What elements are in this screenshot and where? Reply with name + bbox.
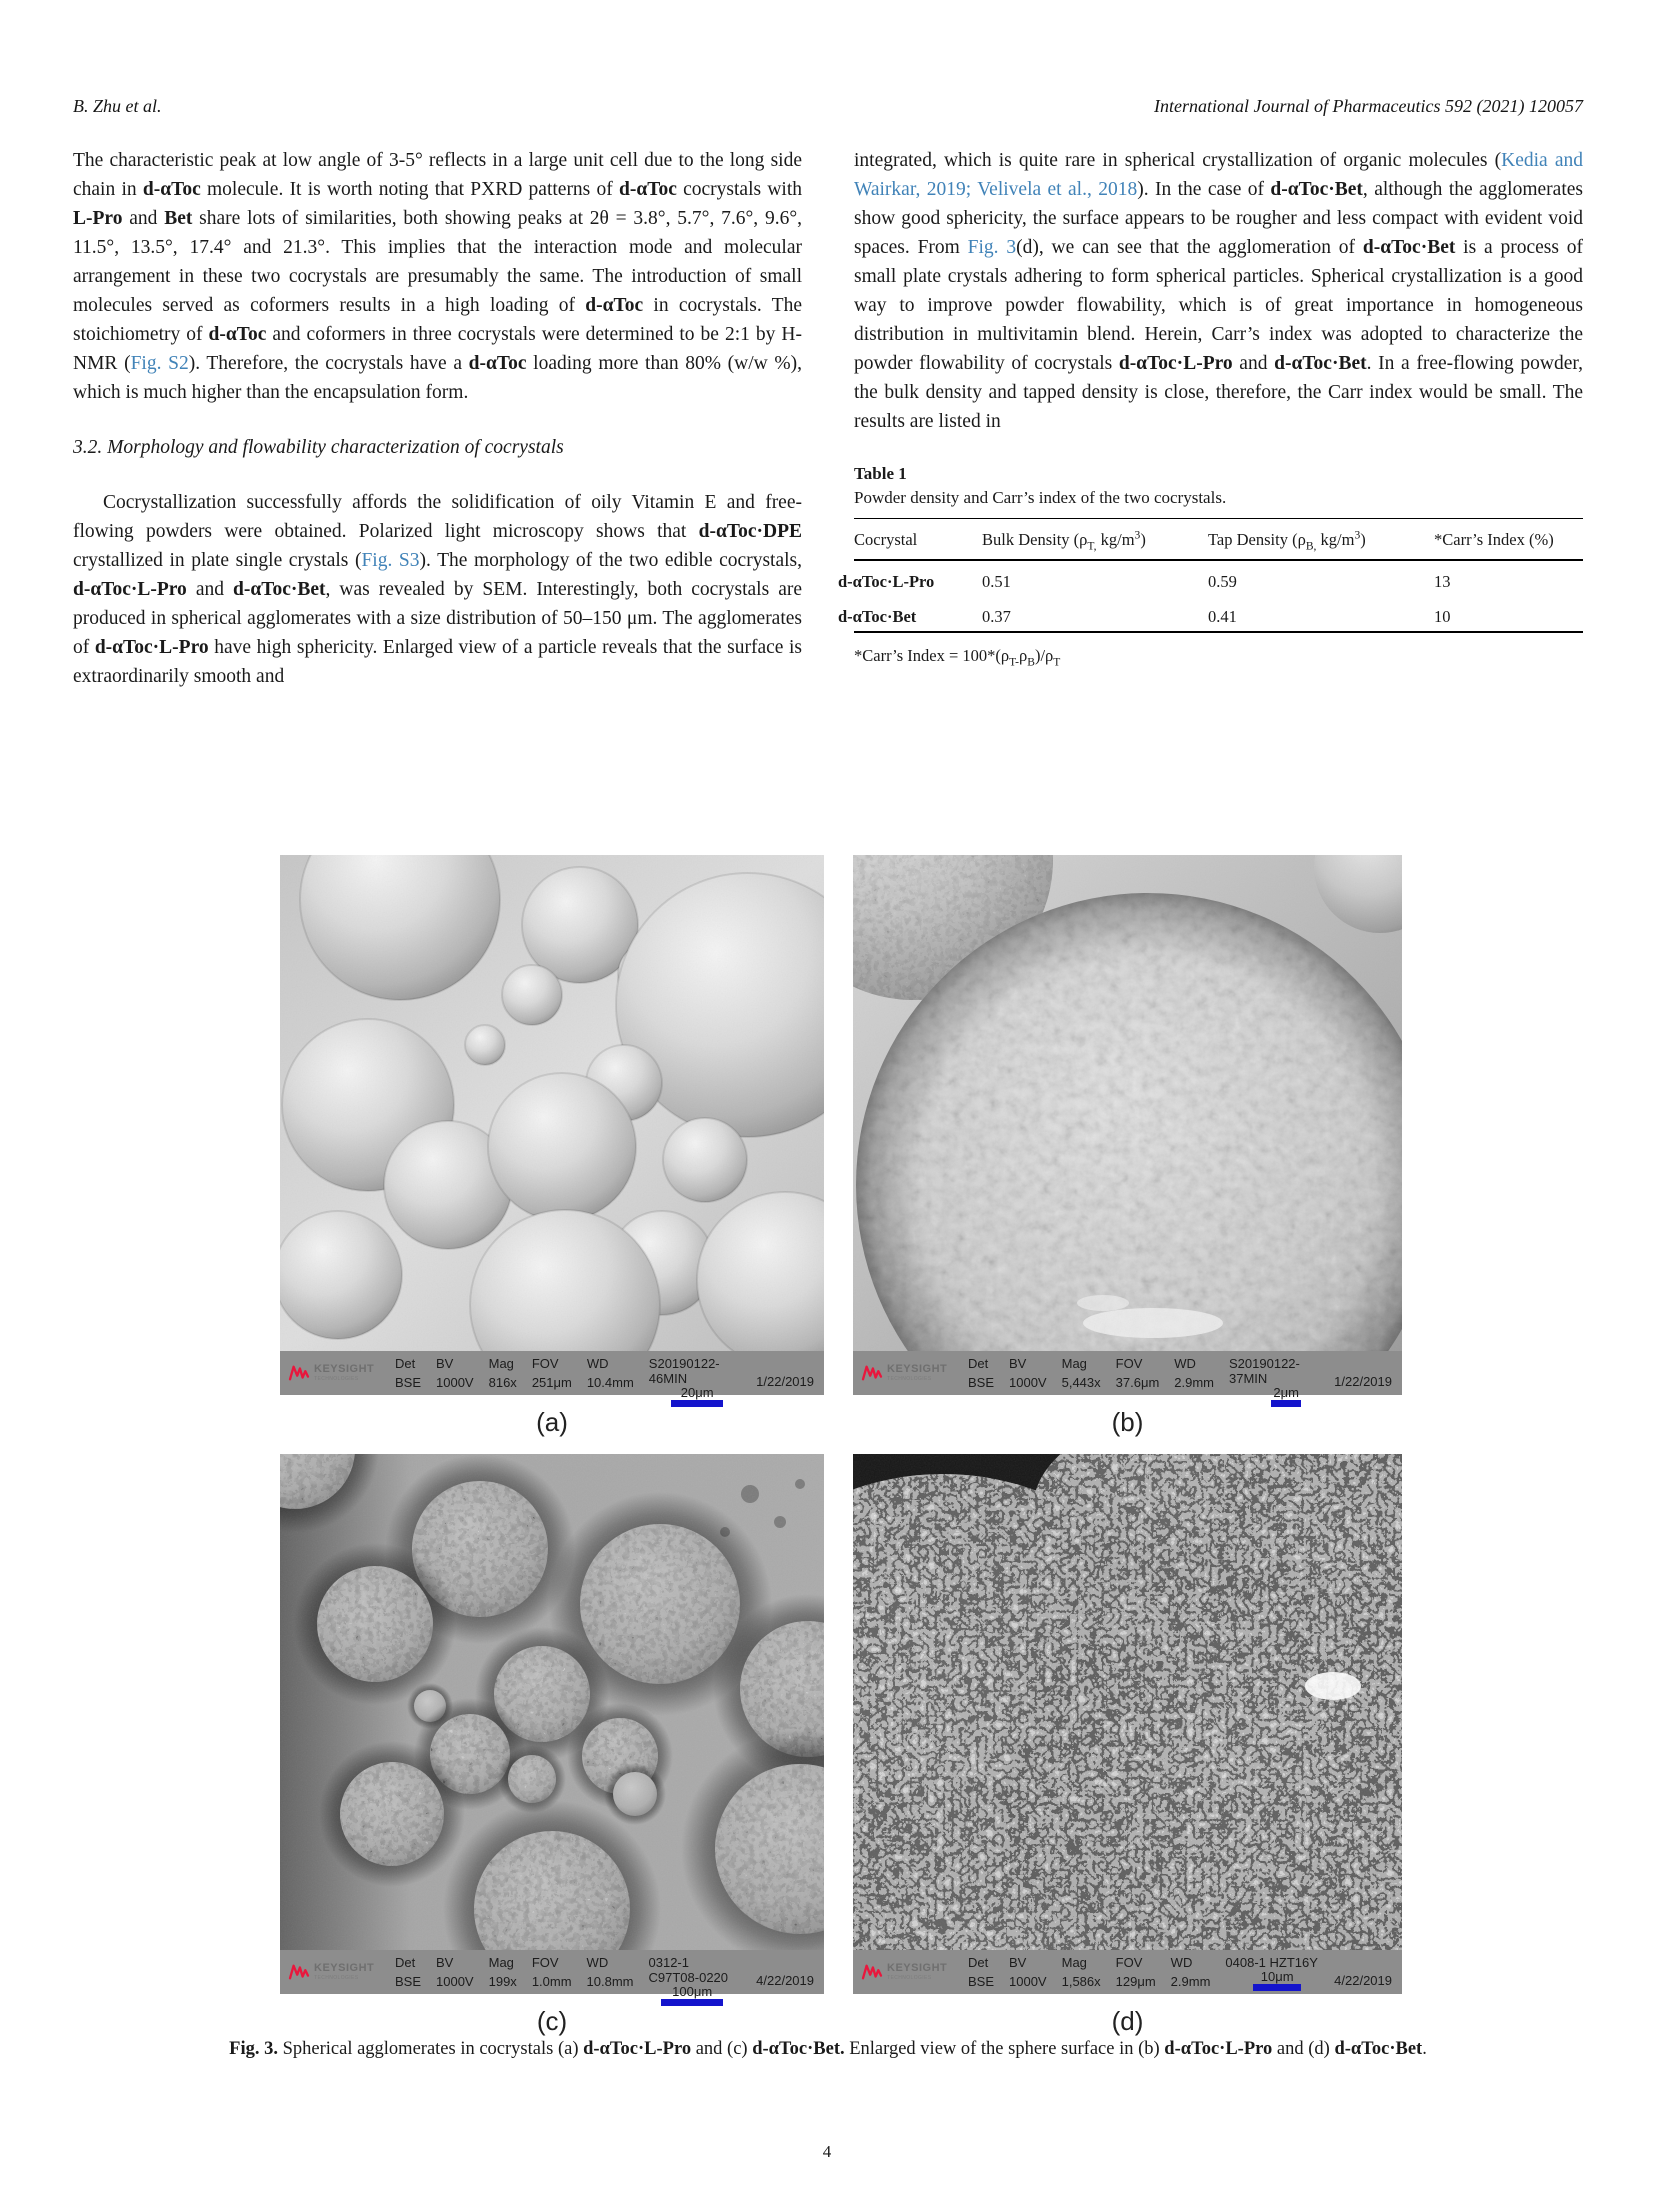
text-run: T, (1087, 540, 1097, 553)
table-row (854, 596, 1583, 632)
text-run: 0.41 (1208, 607, 1237, 626)
keysight-sub: TECHNOLOGIES (887, 1975, 932, 1981)
scale-bar-line (1253, 1984, 1301, 1991)
sem-meta-field (1174, 1354, 1214, 1392)
text-run: T (1053, 656, 1061, 669)
sem-meta-label: Det (968, 1955, 989, 1970)
keysight-logo (861, 1354, 953, 1392)
text-run: is a process of small plate crystals adhering to form spherical particles. Spherical crystallization is a good way to improve powder flowability, which is of great importance in homogeneous distribution in multivitamin blend. Herein, Carr’s index was adopted to characterize the powder flowability of cocrystals (854, 237, 1584, 374)
sem-image-id: S20190122-46MIN (648, 1356, 720, 1386)
sem-meta-field (1009, 1354, 1047, 1392)
text-run: ). Therefore, the cocrystals have a (188, 353, 469, 374)
sem-meta-value: 2.9mm (1170, 1974, 1211, 1989)
text-run: ). In the case of (1137, 179, 1271, 200)
sem-id-scale (1225, 1953, 1319, 1991)
sem-panel-c (280, 1454, 824, 2053)
sem-meta-field (1171, 1953, 1211, 1991)
sem-id-scale (648, 1953, 742, 1999)
sem-meta-field (587, 1354, 634, 1392)
text-run: *Carr’s Index = 100*(ρ (854, 646, 1010, 665)
sem-meta-value: 129μm (1115, 1974, 1156, 1989)
text-run: d-αToc (208, 324, 267, 345)
text-run: L-Pro (73, 208, 123, 229)
sem-meta-value: 10.4mm (586, 1375, 634, 1390)
sem-panel-a (280, 855, 824, 1454)
text-run: (d), we can see that the agglomeration of (1016, 237, 1363, 258)
keysight-logo (861, 1953, 953, 1991)
keysight-logo (288, 1354, 380, 1392)
text-run: 0.51 (982, 572, 1011, 591)
section-heading-3-2: 3.2. Morphology and flowability characterization of cocrystals (73, 437, 564, 458)
text-run: d-αToc·Bet (1362, 237, 1456, 258)
table-cell (1208, 560, 1434, 596)
paragraph-pxrd (73, 146, 802, 407)
keysight-zigzag-icon (288, 1963, 310, 1981)
figure-row-bottom (280, 1454, 1402, 2053)
table-col-header (982, 519, 1208, 561)
text-run: B, (1305, 540, 1317, 553)
sem-meta-field (1116, 1354, 1160, 1392)
text-run: d-αToc·L-Pro (94, 637, 209, 658)
keysight-logo (288, 1953, 380, 1991)
text-run: ρ (1019, 646, 1028, 665)
sem-infobar (853, 1950, 1402, 1994)
text-run: and (1232, 353, 1275, 374)
text-run: and (d) (1272, 2039, 1335, 2059)
sem-meta-label: Det (395, 1356, 416, 1371)
figure-3 (280, 855, 1402, 2053)
table-cell (1434, 596, 1583, 632)
table-cell (838, 560, 982, 596)
sem-meta-value: 1.0mm (531, 1974, 572, 1989)
panel-label-b: (b) (1111, 1407, 1144, 1437)
sem-meta-value: BSE (968, 1375, 995, 1390)
sem-meta-value: BSE (395, 1375, 422, 1390)
text-columns (73, 146, 1583, 691)
sem-meta-field (395, 1953, 421, 1991)
text-run: 10 (1434, 607, 1451, 626)
sem-id-scale (1229, 1354, 1319, 1400)
sem-meta-value: 1000V (1009, 1974, 1047, 1989)
sem-meta-label: Mag (1061, 1356, 1087, 1371)
sem-meta-label: Mag (488, 1356, 514, 1371)
right-column (838, 146, 1584, 691)
sem-meta-label: WD (586, 1356, 609, 1371)
text-run: have high sphericity. Enlarged view of a particle reveals that the surface is extraordinarily smooth and (73, 637, 802, 687)
sem-meta-label: WD (586, 1955, 609, 1970)
sem-meta-label: FOV (531, 1356, 559, 1371)
sem-meta-label: Mag (1061, 1955, 1087, 1970)
table-cell (1434, 560, 1583, 596)
sem-meta-field (1062, 1953, 1101, 1991)
keysight-zigzag-icon (861, 1364, 883, 1382)
sem-meta-field (489, 1354, 517, 1392)
citation-link[interactable]: Fig. S3 (361, 550, 420, 571)
sem-meta-field (968, 1953, 994, 1991)
keysight-sub: TECHNOLOGIES (314, 1376, 359, 1382)
keysight-zigzag-icon (861, 1963, 883, 1981)
text-run: 3 (1134, 529, 1141, 542)
text-run: d-αToc·L-Pro (1118, 353, 1233, 374)
sem-image-id: S20190122-37MIN (1229, 1356, 1300, 1386)
text-run: d-αToc·Bet (1334, 2039, 1423, 2059)
paragraph-flowability (854, 146, 1583, 436)
table-cell (1208, 596, 1434, 632)
sem-date: 4/22/2019 (756, 1973, 814, 1988)
citation-link[interactable]: Fig. S2 (130, 353, 189, 374)
text-run: and (c) (691, 2039, 753, 2059)
scale-label: 20μm (680, 1385, 714, 1400)
sem-meta-label: FOV (1115, 1955, 1143, 1970)
text-run: , was revealed by SEM. Interestingly, both cocrystals are produced in spherical agglomerates with a size distribution of 50–150 μm. The agglomerates of (73, 579, 803, 658)
figure-row-top (280, 855, 1402, 1454)
text-run: d-αToc·L-Pro (838, 572, 935, 591)
sem-meta-label: WD (1174, 1356, 1196, 1371)
citation-link[interactable]: Fig. 3 (967, 237, 1017, 258)
text-run: kg/m (1096, 530, 1135, 549)
sem-meta-label: WD (1170, 1955, 1193, 1970)
sem-meta-label: FOV (1115, 1356, 1143, 1371)
text-run: 0.37 (982, 607, 1011, 626)
table-col-header (1208, 519, 1434, 561)
sem-meta-label: BV (436, 1955, 454, 1970)
sem-meta-field (587, 1953, 634, 1991)
sem-meta-field (968, 1354, 994, 1392)
text-run: 0.59 (1208, 572, 1237, 591)
text-run: crystallized in plate single crystals ( (73, 550, 362, 571)
sem-meta-field (436, 1354, 474, 1392)
scale-label: 2μm (1273, 1385, 1299, 1400)
panel-label-c: (c) (536, 2006, 568, 2036)
sem-image-id: 0408-1 HZT16Y (1225, 1955, 1318, 1970)
scale-label: 10μm (1260, 1969, 1294, 1984)
table-1-block (838, 462, 1583, 669)
table-col-header (854, 519, 982, 561)
text-run: The characteristic peak at low angle of 3-5° reflects in a large unit cell due to the long side chain in (73, 150, 802, 200)
keysight-brand: KEYSIGHT (887, 1962, 948, 1974)
text-run: 13 (1434, 572, 1451, 591)
sem-meta-value: 5,443x (1061, 1375, 1101, 1390)
text-run: d-αToc·Bet (838, 607, 917, 626)
sem-meta-field (395, 1354, 421, 1392)
text-run: and (186, 579, 234, 600)
sem-meta-value: BSE (968, 1974, 995, 1989)
text-run: molecule. It is worth noting that PXRD patterns of (200, 179, 620, 200)
sem-panel-d (853, 1454, 1402, 2053)
sem-image-smooth-agglomerates (280, 855, 824, 1351)
keysight-brand: KEYSIGHT (314, 1962, 375, 1974)
scale-bar (1253, 1970, 1301, 1991)
text-run: d-αToc·DPE (698, 521, 802, 542)
text-run: and (122, 208, 165, 229)
keysight-sub: TECHNOLOGIES (314, 1975, 359, 1981)
text-run: B (1027, 656, 1035, 669)
panel-label-a: (a) (536, 1407, 568, 1437)
keysight-brand: KEYSIGHT (314, 1363, 375, 1375)
sem-meta-value: 816x (488, 1375, 517, 1390)
text-run: Cocrystal (854, 530, 918, 549)
text-run: d-αToc (585, 295, 644, 316)
text-run: Cocrystallization successfully affords the solidification of oily Vitamin E and free-flowing powders were obtained. Polarized light microscopy shows that (73, 492, 802, 542)
sem-meta-value: 37.6μm (1115, 1375, 1160, 1390)
sem-image-rough-agglomerates (280, 1454, 824, 1950)
sem-meta-label: BV (436, 1356, 454, 1371)
sem-meta-field (532, 1953, 572, 1991)
text-run: )/ρ (1034, 646, 1054, 665)
left-column (73, 146, 802, 691)
sem-infobar (853, 1351, 1402, 1400)
text-run: d-αToc·Bet. (752, 2039, 845, 2059)
text-run: . (1422, 2039, 1427, 2059)
running-author: B. Zhu et al. (73, 96, 162, 116)
sem-meta-value: 251μm (531, 1375, 572, 1390)
sem-meta-label: Det (395, 1955, 416, 1970)
text-run: , although the agglomerates show good sphericity, the surface appears to be rougher and less compact with evident void spaces. From (854, 179, 1583, 258)
keysight-zigzag-icon (288, 1364, 310, 1382)
text-run: share lots of similarities, both showing peaks at 2θ = 3.8°, 5.7°, 7.6°, 9.6°, 11.5°, 13.5°, 17.4° and 21.3°. This implies that the interaction mode and molecular arrangement in these two cocrystals are presumably the same. The introduction of small molecules served as coformers results in a high loading of (73, 208, 802, 316)
table-col-header (1434, 519, 1583, 561)
text-run: and coformers in three cocrystals were determined to be 2:1 by H-NMR ( (73, 324, 802, 374)
sem-meta-value: 10.8mm (586, 1974, 634, 1989)
text-run: ). The morphology of the two edible cocrystals, (419, 550, 802, 571)
sem-image-id: 0312-1 C97T08-0220 (648, 1955, 729, 1985)
text-run: cocrystals with (676, 179, 802, 200)
text-run: in cocrystals. The stoichiometry of (73, 295, 802, 345)
scale-label: 100μm (672, 1984, 713, 1999)
text-run: Tap Density (ρ (1208, 530, 1306, 549)
figure-3-caption (73, 2036, 1583, 2062)
sem-meta-label: BV (1009, 1356, 1027, 1371)
sem-meta-label: Mag (488, 1955, 514, 1970)
text-run: Enlarged view of the sphere surface in (b) (844, 2039, 1165, 2059)
sem-meta-field (1116, 1953, 1156, 1991)
sem-meta-value: 1000V (1009, 1375, 1047, 1390)
text-run: kg/m (1316, 530, 1355, 549)
sem-meta-value: 199x (488, 1974, 517, 1989)
text-run: integrated, which is quite rare in spherical crystallization of organic molecules ( (854, 150, 1502, 171)
sem-meta-value: BSE (395, 1974, 422, 1989)
table-caption: Powder density and Carr’s index of the two cocrystals. (854, 488, 1227, 507)
paragraph-morphology (73, 488, 802, 691)
sem-meta-field (489, 1953, 517, 1991)
sem-meta-field (436, 1953, 474, 1991)
sem-meta-value: 1000V (436, 1375, 474, 1390)
table-label: Table 1 (854, 464, 907, 483)
sem-meta-value: 1,586x (1061, 1974, 1101, 1989)
text-run: d-αToc·Bet (1274, 353, 1367, 374)
text-run: d-αToc·Bet (233, 579, 326, 600)
sem-panel-b (853, 855, 1402, 1454)
sem-meta-value: 2.9mm (1174, 1375, 1215, 1390)
table-row (854, 560, 1583, 596)
sem-date: 1/22/2019 (1334, 1374, 1392, 1389)
sem-infobar (280, 1351, 824, 1400)
text-run: loading more than 80% (w/w %), which is much higher than the encapsulation form. (73, 353, 803, 403)
table-cell (838, 596, 982, 632)
text-run: d-αToc (142, 179, 201, 200)
text-run: d-αToc (468, 353, 527, 374)
sem-date: 4/22/2019 (1334, 1973, 1392, 1988)
text-run: Bulk Density (ρ (982, 530, 1088, 549)
text-run: . In a free-flowing powder, the bulk density and tapped density is close, therefore, the Carr index would be small. The results are listed in (854, 353, 1584, 432)
text-run: d-αToc·L-Pro (73, 579, 187, 600)
text-run: *Carr’s Index (%) (1434, 530, 1554, 549)
text-run: d-αToc·L-Pro (1164, 2039, 1273, 2059)
text-run: d-αToc·L-Pro (583, 2039, 692, 2059)
sem-date: 1/22/2019 (756, 1374, 814, 1389)
table-cell (982, 560, 1208, 596)
sem-meta-field (1009, 1953, 1047, 1991)
text-run: Bet (164, 208, 193, 229)
text-run: d-αToc (619, 179, 677, 200)
sem-meta-label: BV (1009, 1955, 1027, 1970)
table-footnote (854, 645, 1583, 667)
text-run: Fig. 3. (229, 2039, 278, 2059)
keysight-sub: TECHNOLOGIES (887, 1376, 932, 1382)
text-run: ) (1140, 530, 1146, 549)
sem-meta-field (1062, 1354, 1101, 1392)
panel-label-d: (d) (1111, 2006, 1144, 2036)
sem-image-plate-crystal-closeup (853, 1454, 1402, 1950)
sem-meta-field (532, 1354, 572, 1392)
text-run: Spherical agglomerates in cocrystals (a) (277, 2039, 584, 2059)
sem-meta-value: 1000V (436, 1974, 474, 1989)
sem-infobar (280, 1950, 824, 1999)
text-run: T- (1009, 656, 1020, 669)
page-number: 4 (822, 2142, 832, 2161)
journal-reference: International Journal of Pharmaceutics 592 (2021) 120057 (1154, 96, 1583, 116)
powder-density-table (838, 518, 1583, 633)
sem-meta-label: FOV (531, 1955, 559, 1970)
text-run: d-αToc·Bet (1270, 179, 1363, 200)
page-header (73, 96, 1583, 117)
sem-meta-label: Det (968, 1356, 989, 1371)
text-run: 3 (1354, 529, 1361, 542)
keysight-brand: KEYSIGHT (887, 1363, 948, 1375)
sem-id-scale (648, 1354, 741, 1400)
sem-image-sphere-closeup-smooth (853, 855, 1402, 1351)
citation-link[interactable]: Kedia and Wairkar, 2019; Velivela et al., 2018 (854, 150, 1584, 200)
text-run: ) (1360, 530, 1366, 549)
table-cell (982, 596, 1208, 632)
